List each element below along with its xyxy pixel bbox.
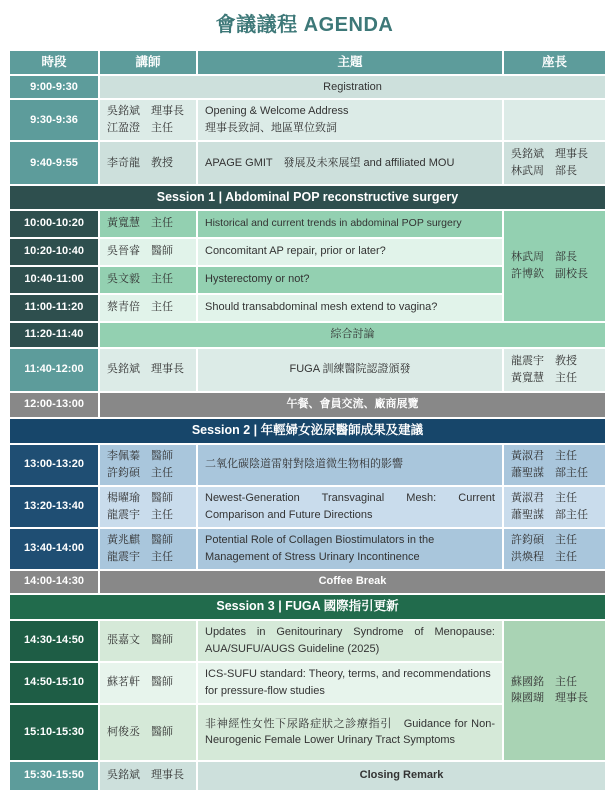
row-lunch (10, 393, 605, 417)
col-header-time: 時段 (10, 51, 98, 74)
chair-cell (504, 349, 605, 391)
topic-cell: Concomitant AP repair, prior or later? (198, 239, 502, 265)
time-cell: 14:50-15:10 (10, 663, 98, 703)
chair-name: 許博欽 副校長 (511, 267, 588, 280)
topic-cell: Potential Role of Collagen Biostimulators in the Management of Stress Urinary Incontinence (198, 529, 502, 569)
topic-cell (198, 100, 502, 140)
speaker-cell: 張嘉文 醫師 (100, 621, 196, 661)
topic-cell: 二氧化碳陰道雷射對陰道微生物相的影響 (198, 445, 502, 485)
speaker-cell (100, 487, 196, 527)
speaker-cell (100, 445, 196, 485)
header-row (10, 51, 605, 74)
chair-cell (504, 445, 605, 485)
speaker-name: 江盈澄 主任 (107, 121, 173, 134)
agenda-page (0, 8, 609, 792)
time-cell: 13:00-13:20 (10, 445, 98, 485)
topic-cell: FUGA 訓練醫院認證頒發 (198, 349, 502, 391)
time-cell: 9:40-9:55 (10, 142, 98, 184)
speaker-cell (100, 100, 196, 140)
chair-name: 蘇國銘 主任 (511, 675, 577, 688)
speaker-cell: 蔡青倍 主任 (100, 295, 196, 321)
chair-name: 許鈞碩 主任 (511, 534, 577, 546)
row-s3r1 (10, 621, 605, 661)
row-session1 (10, 186, 605, 209)
event-cell: Registration (100, 76, 605, 98)
time-cell: 11:00-11:20 (10, 295, 98, 321)
chair-name: 吳銘斌 理事長 (511, 148, 588, 161)
time-cell: 14:00-14:30 (10, 571, 98, 593)
row-s2r2 (10, 487, 605, 527)
time-cell: 13:40-14:00 (10, 529, 98, 569)
chair-cell (504, 211, 605, 321)
time-cell: 10:20-10:40 (10, 239, 98, 265)
topic-line: 理事長致詞、地區單位致詞 (205, 121, 337, 134)
speaker-name: 吳銘斌 理事長 (107, 105, 184, 118)
speaker-cell: 吳銘斌 理事長 (100, 349, 196, 391)
chair-name: 林武周 部長 (511, 251, 577, 263)
chair-name: 蕭聖謀 部主任 (511, 466, 588, 479)
row-closing (10, 762, 605, 790)
chair-name: 蕭聖謀 部主任 (511, 508, 588, 521)
chair-name: 黃淑君 主任 (511, 450, 577, 462)
row-fuga-cert (10, 349, 605, 391)
row-s2r3 (10, 529, 605, 569)
event-cell: 午餐、會員交流、廠商展覽 (100, 393, 605, 417)
row-opening (10, 100, 605, 140)
topic-cell: Newest-Generation Transvaginal Mesh: Current Comparison and Future Directions (198, 487, 502, 527)
row-coffee (10, 571, 605, 593)
topic-cell: Historical and current trends in abdominal POP surgery (198, 211, 502, 237)
time-cell: 11:40-12:00 (10, 349, 98, 391)
event-cell: Closing Remark (198, 762, 605, 790)
speaker-cell (100, 529, 196, 569)
time-cell: 14:30-14:50 (10, 621, 98, 661)
speaker-name: 李佩蓁 醫師 (107, 450, 173, 462)
topic-line: Opening & Welcome Address (205, 105, 349, 118)
row-registration (10, 76, 605, 98)
time-cell: 15:30-15:50 (10, 762, 98, 790)
time-cell: 11:20-11:40 (10, 323, 98, 347)
speaker-cell: 黃寬慧 主任 (100, 211, 196, 237)
time-cell: 9:30-9:36 (10, 100, 98, 140)
chair-cell (504, 621, 605, 760)
speaker-name: 龍震宇 主任 (107, 508, 173, 521)
time-cell: 10:40-11:00 (10, 267, 98, 293)
speaker-cell: 柯俊丞 醫師 (100, 705, 196, 760)
session-header: Session 2 | 年輕婦女泌尿醫師成果及建議 (10, 419, 605, 443)
speaker-cell: 吳銘斌 理事長 (100, 762, 196, 790)
speaker-name: 龍震宇 主任 (107, 550, 173, 563)
row-s1r1 (10, 211, 605, 237)
event-cell: 綜合討論 (100, 323, 605, 347)
chair-cell (504, 529, 605, 569)
time-cell: 13:20-13:40 (10, 487, 98, 527)
topic-cell: Hysterectomy or not? (198, 267, 502, 293)
chair-name: 龍震宇 教授 (511, 355, 577, 367)
chair-cell-empty (504, 100, 605, 140)
chair-cell (504, 487, 605, 527)
chair-cell (504, 142, 605, 184)
row-session2 (10, 419, 605, 443)
speaker-cell: 吳文毅 主任 (100, 267, 196, 293)
session-header: Session 1 | Abdominal POP reconstructive surgery (10, 186, 605, 209)
topic-cell: Should transabdominal mesh extend to vagina? (198, 295, 502, 321)
event-cell: Coffee Break (100, 571, 605, 593)
col-header-chair: 座長 (504, 51, 605, 74)
agenda-table (8, 49, 607, 792)
chair-name: 洪煥程 主任 (511, 550, 577, 563)
page-title: 會議議程 AGENDA (215, 14, 394, 36)
speaker-name: 楊曜瑜 醫師 (107, 492, 173, 504)
row-session3 (10, 595, 605, 619)
chair-name: 陳國瑚 理事長 (511, 692, 588, 704)
row-s2r1 (10, 445, 605, 485)
session-header: Session 3 | FUGA 國際指引更新 (10, 595, 605, 619)
chair-name: 黃寬慧 主任 (511, 371, 577, 384)
col-header-topic: 主題 (198, 51, 502, 74)
col-header-speaker: 講師 (100, 51, 196, 74)
chair-name: 林武周 部長 (511, 164, 577, 177)
chair-name: 黃淑君 主任 (511, 492, 577, 504)
row-discussion (10, 323, 605, 347)
time-cell: 15:10-15:30 (10, 705, 98, 760)
topic-cell: 非神經性女性下尿路症狀之診療指引 Guidance for Non-Neurogenic Female Lower Urinary Tract Symptoms (198, 705, 502, 760)
row-mou (10, 142, 605, 184)
speaker-name: 黃兆麒 醫師 (107, 534, 173, 546)
speaker-cell: 李奇龍 教授 (100, 142, 196, 184)
speaker-name: 許鈞碩 主任 (107, 466, 173, 479)
speaker-cell: 蘇茗軒 醫師 (100, 663, 196, 703)
topic-cell: APAGE GMIT 發展及未來展望 and affiliated MOU (198, 142, 502, 184)
speaker-cell: 吳晉睿 醫師 (100, 239, 196, 265)
time-cell: 9:00-9:30 (10, 76, 98, 98)
topic-cell: Updates in Genitourinary Syndrome of Menopause: AUA/SUFU/AUGS Guideline (2025) (198, 621, 502, 661)
time-cell: 10:00-10:20 (10, 211, 98, 237)
topic-cell: ICS-SUFU standard: Theory, terms, and recommendations for pressure-flow studies (198, 663, 502, 703)
time-cell: 12:00-13:00 (10, 393, 98, 417)
